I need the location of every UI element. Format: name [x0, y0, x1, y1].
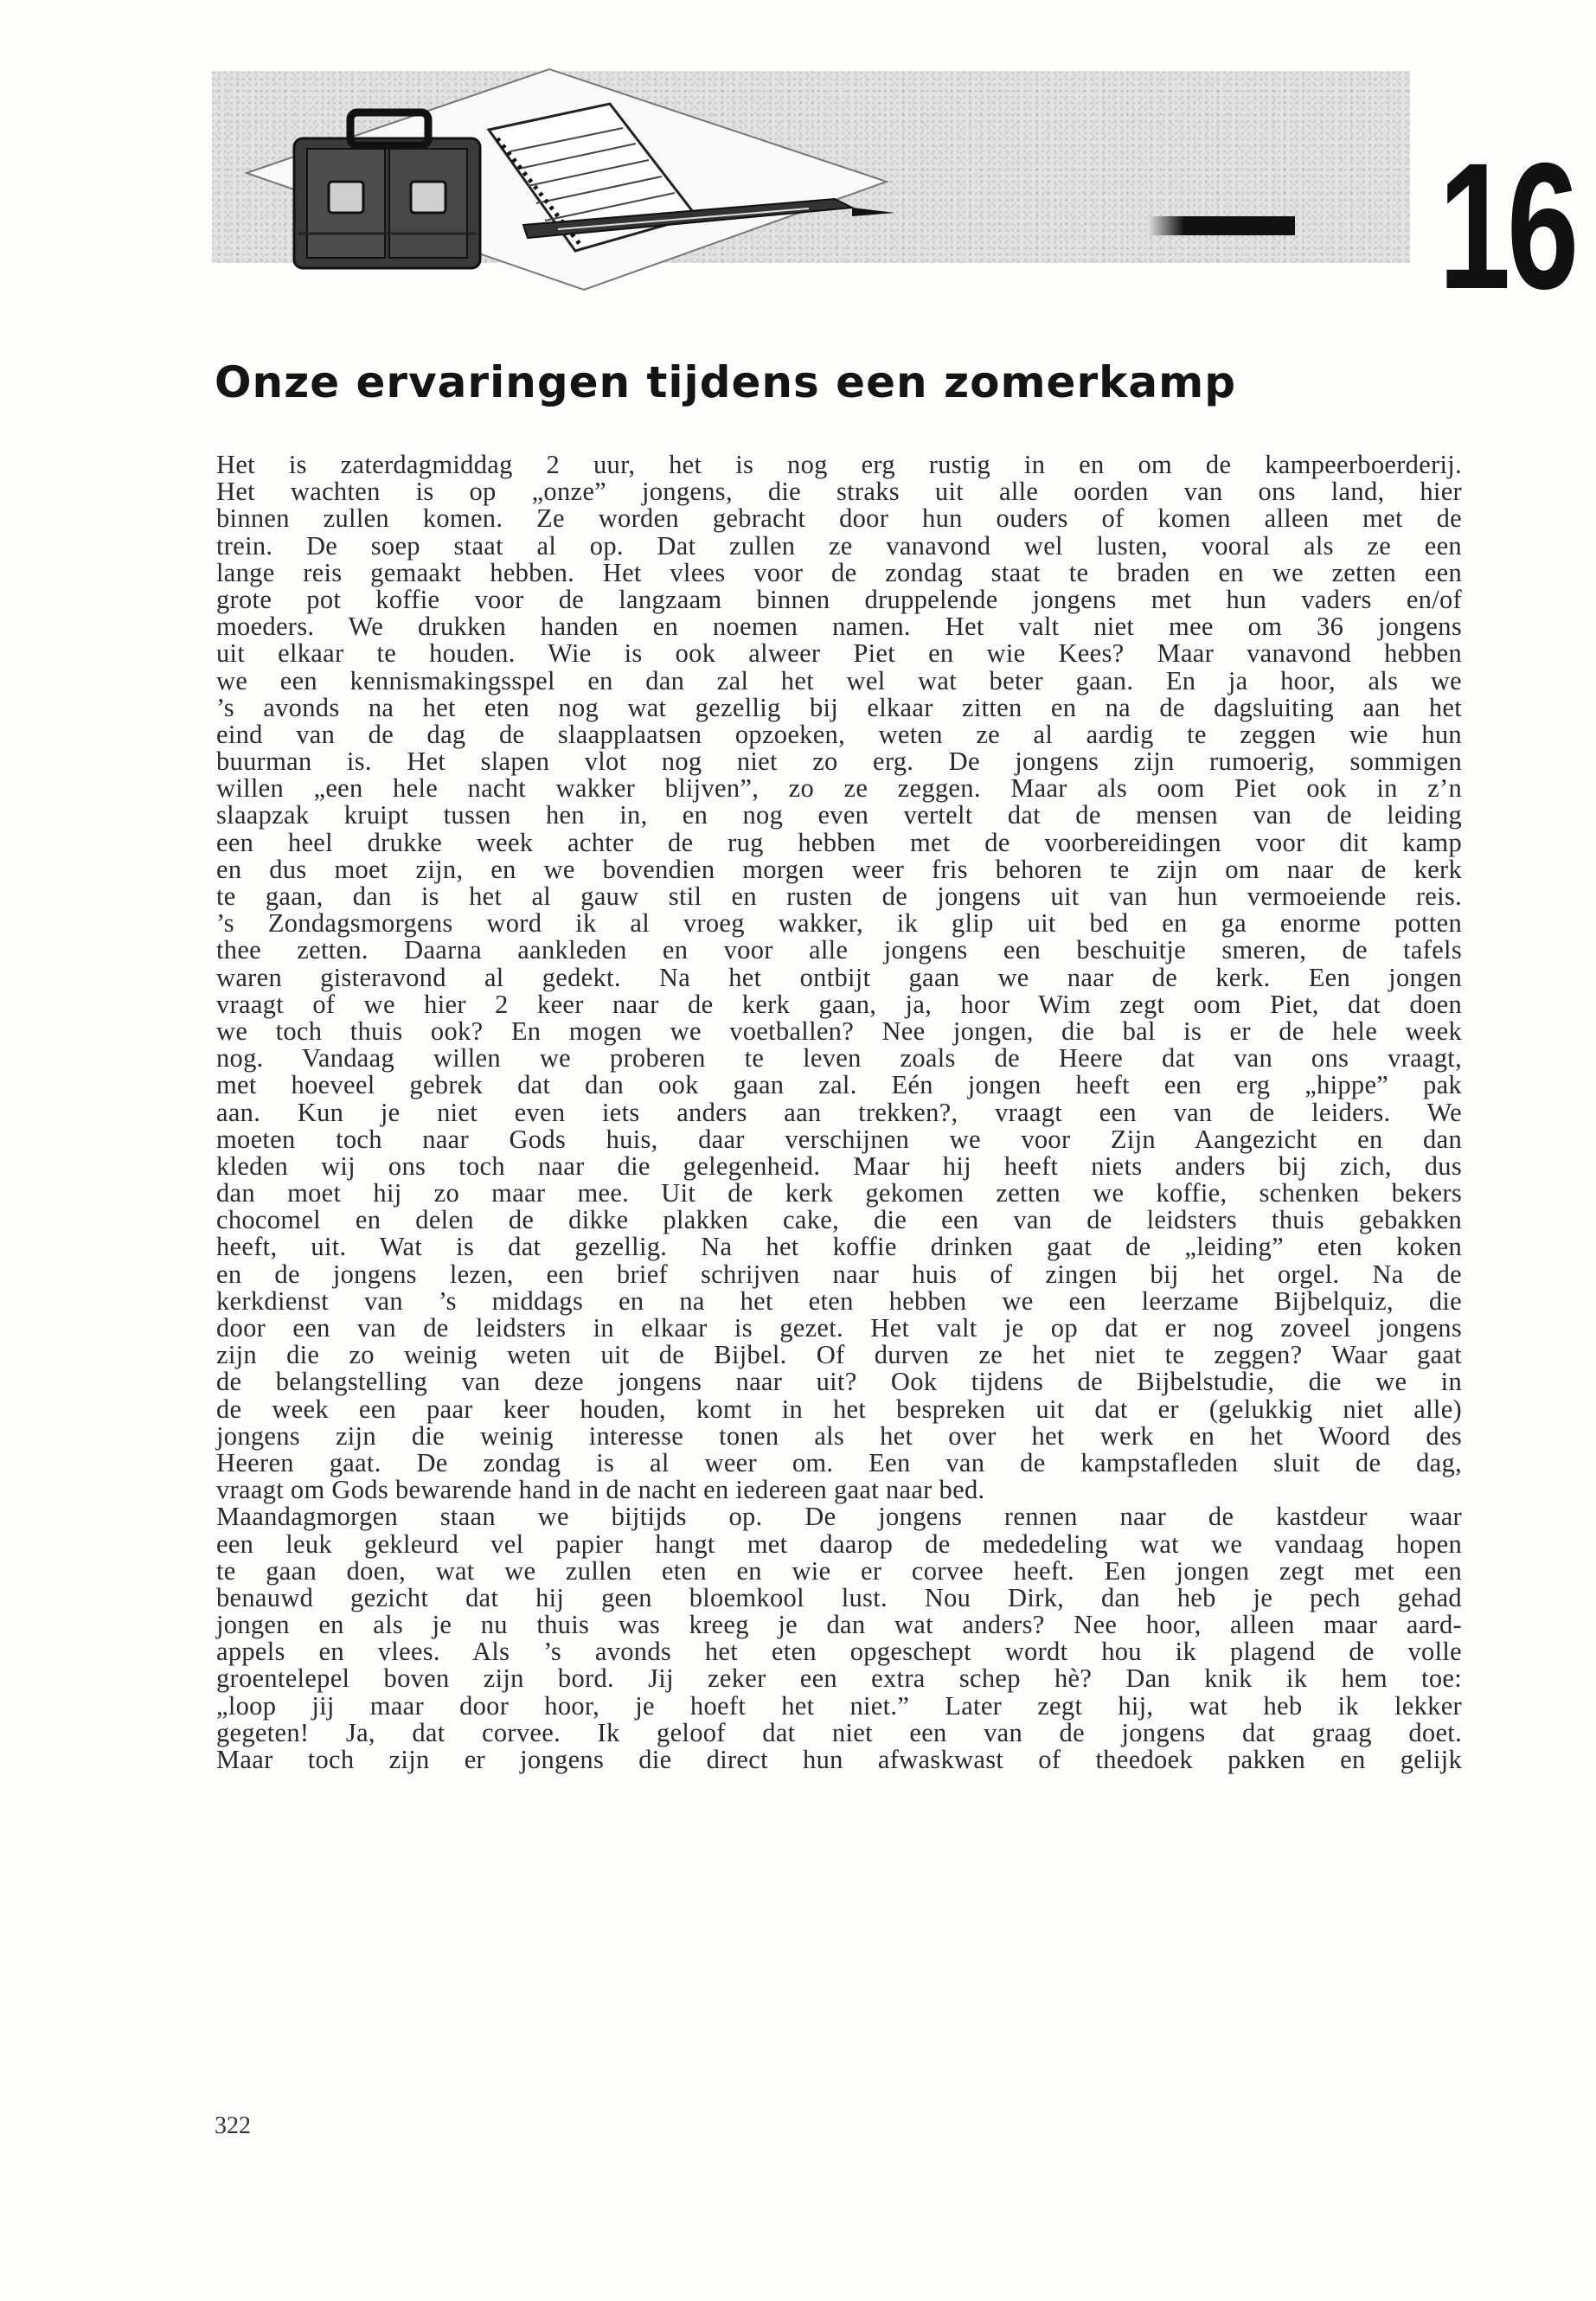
- text-line: heeft, uit. Wat is dat gezellig. Na het koffie drinken gaat de „leiding” eten koken: [216, 1232, 1462, 1262]
- text-line: Het wachten is op „onze” jongens, die straks uit alle oorden van ons land, hier: [216, 477, 1462, 507]
- text-line: lange reis gemaakt hebben. Het vlees voor de zondag staat te braden en we zetten een: [216, 557, 1462, 587]
- text-line: benauwd gezicht dat hij geen bloemkool lust. Nou Dirk, dan heb je pech gehad: [216, 1582, 1462, 1612]
- text-line: we een kennismakingsspel en dan zal het wel wat beter gaan. En ja hoor, als we: [216, 665, 1462, 695]
- text-line: vraagt om Gods bewarende hand in de nacht en iedereen gaat naar bed.: [216, 1475, 985, 1505]
- text-line: zijn die zo weinig weten uit de Bijbel. Of durven ze het niet te zeggen? Waar gaat: [216, 1340, 1462, 1370]
- text-line: te gaan doen, wat we zullen eten en wie er corvee heeft. Een jongen zegt met een: [216, 1555, 1462, 1586]
- text-line: grote pot koffie voor de langzaam binnen druppelende jongens met hun vaders en/of: [216, 584, 1462, 614]
- briefcase-notebook-pen-icon: [212, 52, 921, 303]
- text-line: nog. Vandaag willen we proberen te leven zoals de Heere dat van ons vraagt,: [216, 1043, 1462, 1074]
- text-line: Heeren gaat. De zondag is al weer om. Een van de kampstafleden sluit de dag,: [216, 1447, 1462, 1477]
- text-line: en dus moet zijn, en we bovendien morgen weer fris behoren te zijn om naar de kerk: [216, 854, 1462, 884]
- text-line: de week een paar keer houden, komt in het bespreken uit dat er (gelukkig niet alle): [216, 1394, 1462, 1424]
- text-line: de belangstelling van deze jongens naar uit? Ook tijdens de Bijbelstudie, die we in: [216, 1367, 1462, 1397]
- text-line: Maandagmorgen staan we bijtijds op. De jongens rennen naar de kastdeur waar: [216, 1502, 1462, 1532]
- text-line: willen „een hele nacht wakker blijven”, zo ze zeggen. Maar als oom Piet ook in z’n: [216, 773, 1462, 804]
- chapter-marker-bar-fade: [1148, 216, 1184, 235]
- text-line: een leuk gekleurd vel papier hangt met daarop de mededeling wat we vandaag hopen: [216, 1529, 1462, 1559]
- text-line: door een van de leidsters in elkaar is gezet. Het valt je op dat er nog zoveel jongens: [216, 1313, 1462, 1343]
- text-line: moeders. We drukken handen en noemen namen. Het valt niet mee om 36 jongens: [216, 612, 1462, 642]
- text-line: groentelepel boven zijn bord. Jij zeker een extra schep hè? Dan knik ik hem toe:: [216, 1663, 1462, 1694]
- text-line: kleden wij ons toch naar die gelegenheid. Maar hij heeft niets anders bij zich, dus: [216, 1150, 1462, 1181]
- text-line: moeten toch naar Gods huis, daar verschijnen we voor Zijn Aangezicht en dan: [216, 1124, 1462, 1154]
- text-line: te gaan, dan is het al gauw stil en rusten de jongens uit van hun vermoeiende reis.: [216, 881, 1462, 911]
- text-line: buurman is. Het slapen vlot nog niet zo erg. De jongens zijn rumoerig, sommigen: [216, 747, 1462, 777]
- text-line: chocomel en delen de dikke plakken cake, die een van de leidsters thuis gebakken: [216, 1205, 1462, 1235]
- text-line: jongen en als je nu thuis was kreeg je dan wat anders? Nee hoor, alleen maar aard-: [216, 1610, 1462, 1640]
- text-line: en de jongens lezen, een brief schrijven naar huis of zingen bij het orgel. Na de: [216, 1259, 1462, 1289]
- text-line: Het is zaterdagmiddag 2 uur, het is nog erg rustig in en om de kampeerboerderij.: [216, 450, 1462, 479]
- text-line: trein. De soep staat al op. Dat zullen ze vanavond wel lusten, vooral als ze een: [216, 530, 1462, 561]
- text-line: met hoeveel gebrek dat dan ook gaan zal. Eén jongen heeft een erg „hippe” pak: [216, 1070, 1462, 1100]
- chapter-number: 16: [1439, 126, 1575, 327]
- text-line: waren gisteravond al gedekt. Na het ontbijt gaan we naar de kerk. Een jongen: [216, 962, 1462, 992]
- text-line: ’s Zondagsmorgens word ik al vroeg wakker, ik glip uit bed en ga enorme potten: [216, 908, 1462, 939]
- chapter-header-banner: [212, 71, 1575, 327]
- text-line: een heel drukke week achter de rug hebben met de voorbereidingen voor dit kamp: [216, 827, 1462, 857]
- text-line: vraagt of we hier 2 keer naar de kerk gaan, ja, hoor Wim zegt oom Piet, dat doen: [216, 989, 1462, 1019]
- text-line: aan. Kun je niet even iets anders aan trekken?, vraagt een van de leiders. We: [216, 1097, 1462, 1127]
- article-body: [216, 452, 1462, 1773]
- text-line: binnen zullen komen. Ze worden gebracht door hun ouders of komen alleen met de: [216, 503, 1462, 534]
- text-line: dan moet hij zo maar mee. Uit de kerk gekomen zetten we koffie, schenken bekers: [216, 1178, 1462, 1208]
- text-line: kerkdienst van ’s middags en na het eten hebben we een leerzame Bijbelquiz, die: [216, 1285, 1462, 1316]
- article-title: Onze ervaringen tijdens een zomerkamp: [215, 357, 1236, 407]
- text-line: thee zetten. Daarna aankleden en voor alle jongens een beschuitje smeren, de tafels: [216, 935, 1462, 965]
- text-line: gegeten! Ja, dat corvee. Ik geloof dat niet een van de jongens dat graag doet.: [216, 1717, 1462, 1747]
- text-line: appels en vlees. Als ’s avonds het eten opgeschept wordt hou ik plagend de volle: [216, 1637, 1462, 1667]
- text-line: ’s avonds na het eten nog wat gezellig bij elkaar zitten en na de dagsluiting aan het: [216, 692, 1462, 722]
- text-line: eind van de dag de slaapplaatsen opzoeken, weten ze al aardig te zeggen wie hun: [216, 719, 1462, 749]
- text-line: we toch thuis ook? En mogen we voetballen? Nee jongen, die bal is er de hele week: [216, 1016, 1462, 1046]
- text-line: slaapzak kruipt tussen hen in, en nog even vertelt dat de mensen van de leiding: [216, 800, 1462, 830]
- text-line: jongens zijn die weinig interesse tonen als het over het werk en het Woord des: [216, 1420, 1462, 1451]
- text-line: Maar toch zijn er jongens die direct hun afwaskwast of theedoek pakken en gelijk: [216, 1745, 1462, 1774]
- page-number: 322: [215, 2112, 251, 2139]
- text-line: uit elkaar te houden. Wie is ook alweer Piet en wie Kees? Maar vanavond hebben: [216, 638, 1462, 669]
- text-line: „loop jij maar door hoor, je hoeft het niet.” Later zegt hij, wat heb ik lekker: [216, 1690, 1462, 1721]
